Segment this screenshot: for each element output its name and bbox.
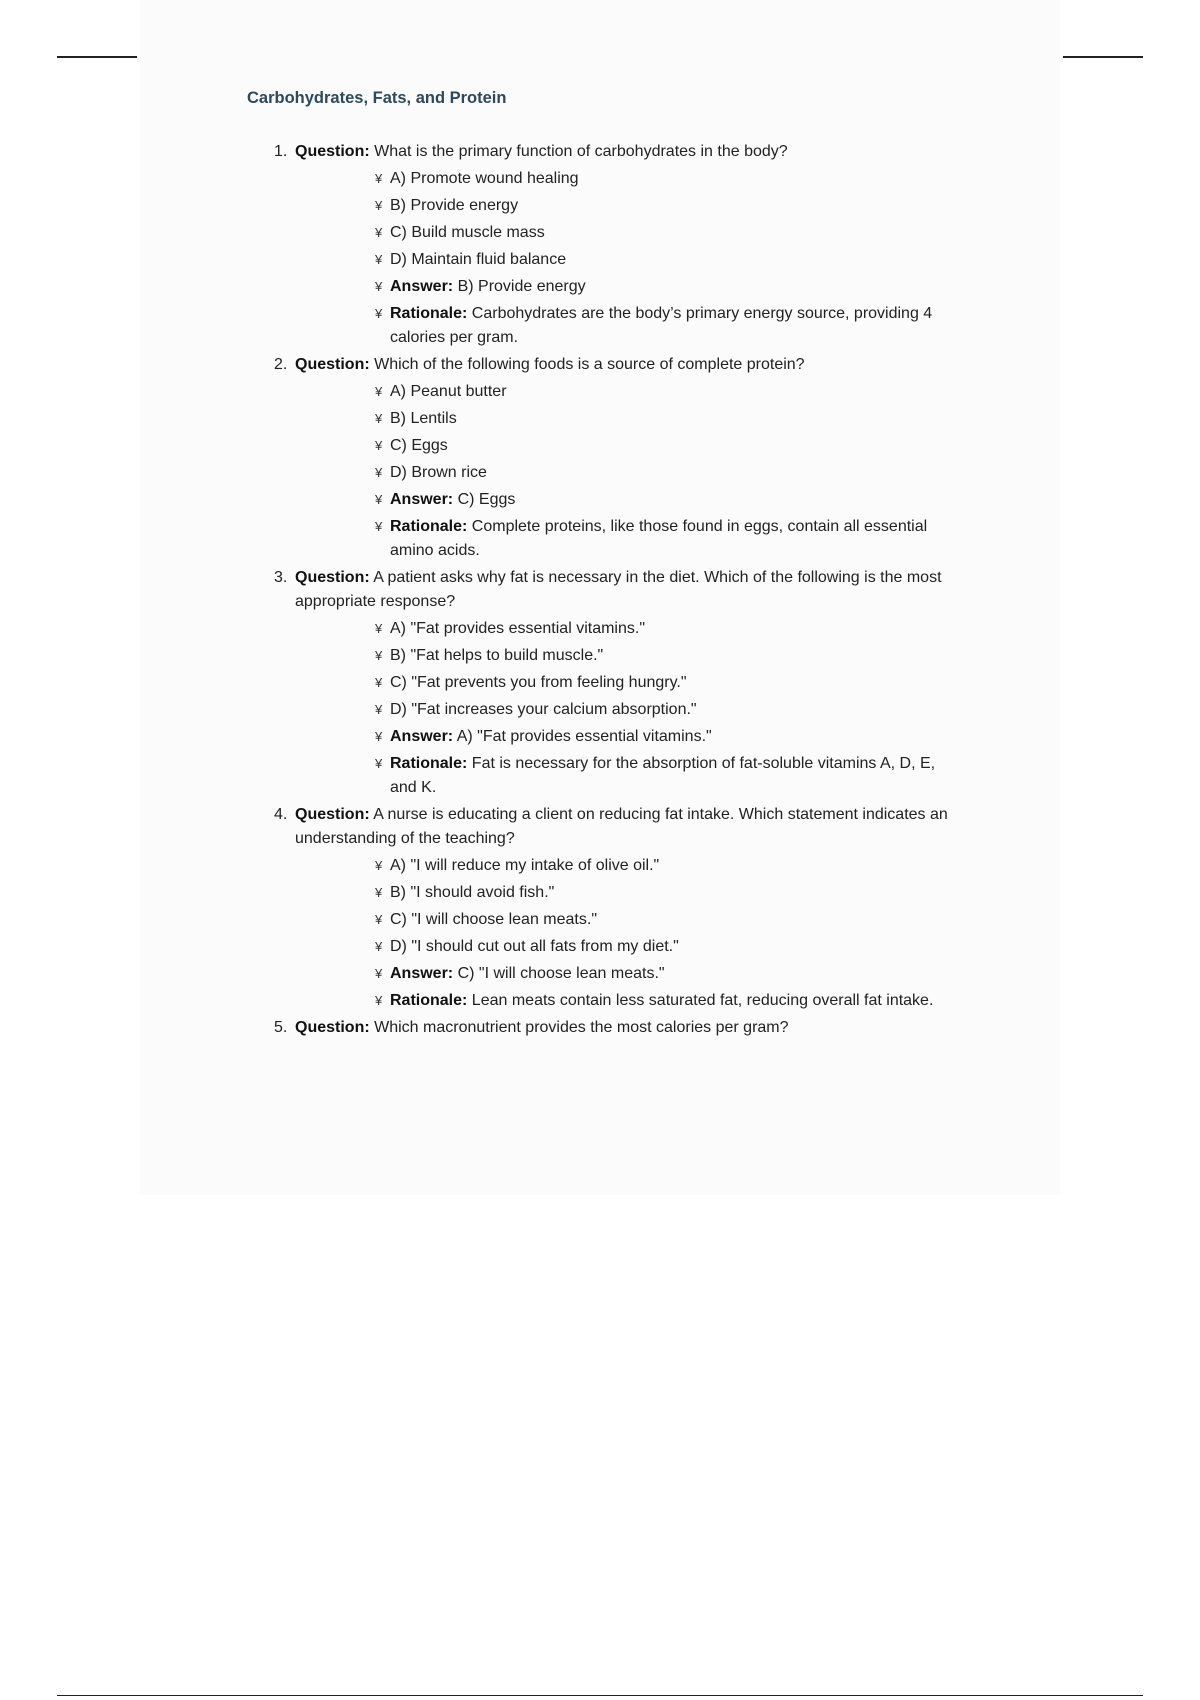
rationale-item: [295, 752, 957, 800]
question-item: [247, 353, 957, 563]
option-text: C) "Fat prevents you from feeling hungry.": [390, 674, 687, 691]
rationale-item: [295, 515, 957, 563]
rationale-label: Rationale:: [390, 305, 468, 322]
header-rule-left: [57, 56, 137, 58]
bullet-icon: ¥: [375, 621, 383, 636]
rationale-label: Rationale:: [390, 518, 468, 535]
option-list: [295, 617, 957, 800]
question-text: [295, 803, 957, 851]
answer-text: B) Provide energy: [457, 278, 586, 295]
answer-label: Answer:: [390, 728, 454, 745]
question-body: Which macronutrient provides the most calories per gram?: [374, 1019, 789, 1036]
option-item: [295, 671, 957, 695]
bullet-icon: ¥: [375, 756, 383, 771]
option-item: [295, 167, 957, 191]
footer-rule: [57, 1695, 1143, 1696]
bullet-icon: ¥: [375, 279, 383, 294]
question-item: [247, 140, 957, 350]
option-text: B) "Fat helps to build muscle.": [390, 647, 604, 664]
bullet-icon: ¥: [375, 225, 383, 240]
option-list: [295, 854, 957, 1013]
answer-label: Answer:: [390, 491, 454, 508]
answer-item: [295, 725, 957, 749]
answer-label: Answer:: [390, 278, 454, 295]
option-item: [295, 221, 957, 245]
answer-label: Answer:: [390, 965, 454, 982]
option-list: [295, 380, 957, 563]
option-text: D) Brown rice: [390, 464, 487, 481]
question-body: A patient asks why fat is necessary in the diet. Which of the following is the most appropriate response?: [295, 569, 942, 610]
question-text: [295, 1016, 957, 1040]
answer-text: C) "I will choose lean meats.": [457, 965, 665, 982]
bullet-icon: ¥: [375, 252, 383, 267]
option-item: [295, 461, 957, 485]
bullet-icon: ¥: [375, 492, 383, 507]
bullet-icon: ¥: [375, 306, 383, 321]
rationale-text: Lean meats contain less saturated fat, reducing overall fat intake.: [471, 992, 934, 1009]
option-text: D) Maintain fluid balance: [390, 251, 567, 268]
question-label: Question:: [295, 143, 370, 160]
option-text: D) "Fat increases your calcium absorption.": [390, 701, 697, 718]
answer-text: C) Eggs: [457, 491, 516, 508]
question-body: What is the primary function of carbohydrates in the body?: [374, 143, 788, 160]
option-text: A) "Fat provides essential vitamins.": [390, 620, 646, 637]
rationale-text: Fat is necessary for the absorption of fat-soluble vitamins A, D, E, and K.: [390, 755, 936, 796]
question-item: [247, 803, 957, 1013]
question-body: A nurse is educating a client on reducing fat intake. Which statement indicates an understanding of the teaching?: [295, 806, 948, 847]
option-text: B) Lentils: [390, 410, 457, 427]
bullet-icon: ¥: [375, 993, 383, 1008]
bullet-icon: ¥: [375, 171, 383, 186]
option-text: C) "I will choose lean meats.": [390, 911, 597, 928]
option-item: [295, 248, 957, 272]
option-item: [295, 881, 957, 905]
bullet-icon: ¥: [375, 384, 383, 399]
option-item: [295, 698, 957, 722]
document-title: Carbohydrates, Fats, and Protein: [247, 89, 507, 107]
option-item: [295, 854, 957, 878]
rationale-item: [295, 302, 957, 350]
option-text: C) Build muscle mass: [390, 224, 545, 241]
question-number: 2.: [274, 356, 288, 373]
bullet-icon: ¥: [375, 648, 383, 663]
option-text: C) Eggs: [390, 437, 448, 454]
option-text: D) "I should cut out all fats from my diet.": [390, 938, 679, 955]
option-item: [295, 434, 957, 458]
answer-text: A) "Fat provides essential vitamins.": [456, 728, 712, 745]
answer-item: [295, 275, 957, 299]
rationale-text: Complete proteins, like those found in eggs, contain all essential amino acids.: [390, 518, 928, 559]
bullet-icon: ¥: [375, 858, 383, 873]
option-text: B) "I should avoid fish.": [390, 884, 555, 901]
bullet-icon: ¥: [375, 411, 383, 426]
answer-item: [295, 488, 957, 512]
question-item: [247, 566, 957, 800]
header-rule-right: [1063, 56, 1143, 58]
question-text: [295, 353, 957, 377]
question-number: 4.: [274, 806, 288, 823]
answer-item: [295, 962, 957, 986]
option-item: [295, 380, 957, 404]
question-label: Question:: [295, 356, 370, 373]
option-item: [295, 644, 957, 668]
bullet-icon: ¥: [375, 675, 383, 690]
question-label: Question:: [295, 569, 370, 586]
question-list: [247, 140, 957, 1040]
option-item: [295, 908, 957, 932]
bullet-icon: ¥: [375, 519, 383, 534]
bullet-icon: ¥: [375, 912, 383, 927]
bullet-icon: ¥: [375, 198, 383, 213]
option-item: [295, 617, 957, 641]
bullet-icon: ¥: [375, 702, 383, 717]
option-item: [295, 407, 957, 431]
question-item: [247, 1016, 957, 1040]
option-text: A) Peanut butter: [390, 383, 507, 400]
option-text: A) Promote wound healing: [390, 170, 579, 187]
bullet-icon: ¥: [375, 966, 383, 981]
question-label: Question:: [295, 806, 370, 823]
option-list: [295, 167, 957, 350]
option-item: [295, 935, 957, 959]
option-text: B) Provide energy: [390, 197, 519, 214]
rationale-text: Carbohydrates are the body’s primary energy source, providing 4 calories per gram.: [390, 305, 933, 346]
option-text: A) "I will reduce my intake of olive oil.": [390, 857, 660, 874]
rationale-label: Rationale:: [390, 755, 468, 772]
bullet-icon: ¥: [375, 729, 383, 744]
question-label: Question:: [295, 1019, 370, 1036]
document-body: [247, 86, 957, 1040]
rationale-item: [295, 989, 957, 1013]
bullet-icon: ¥: [375, 885, 383, 900]
question-text: [295, 566, 957, 614]
bullet-icon: ¥: [375, 465, 383, 480]
bullet-icon: ¥: [375, 438, 383, 453]
rationale-label: Rationale:: [390, 992, 468, 1009]
bullet-icon: ¥: [375, 939, 383, 954]
option-item: [295, 194, 957, 218]
question-body: Which of the following foods is a source of complete protein?: [374, 356, 805, 373]
question-number: 1.: [274, 143, 288, 160]
question-text: [295, 140, 957, 164]
question-number: 5.: [274, 1019, 288, 1036]
question-number: 3.: [274, 569, 288, 586]
